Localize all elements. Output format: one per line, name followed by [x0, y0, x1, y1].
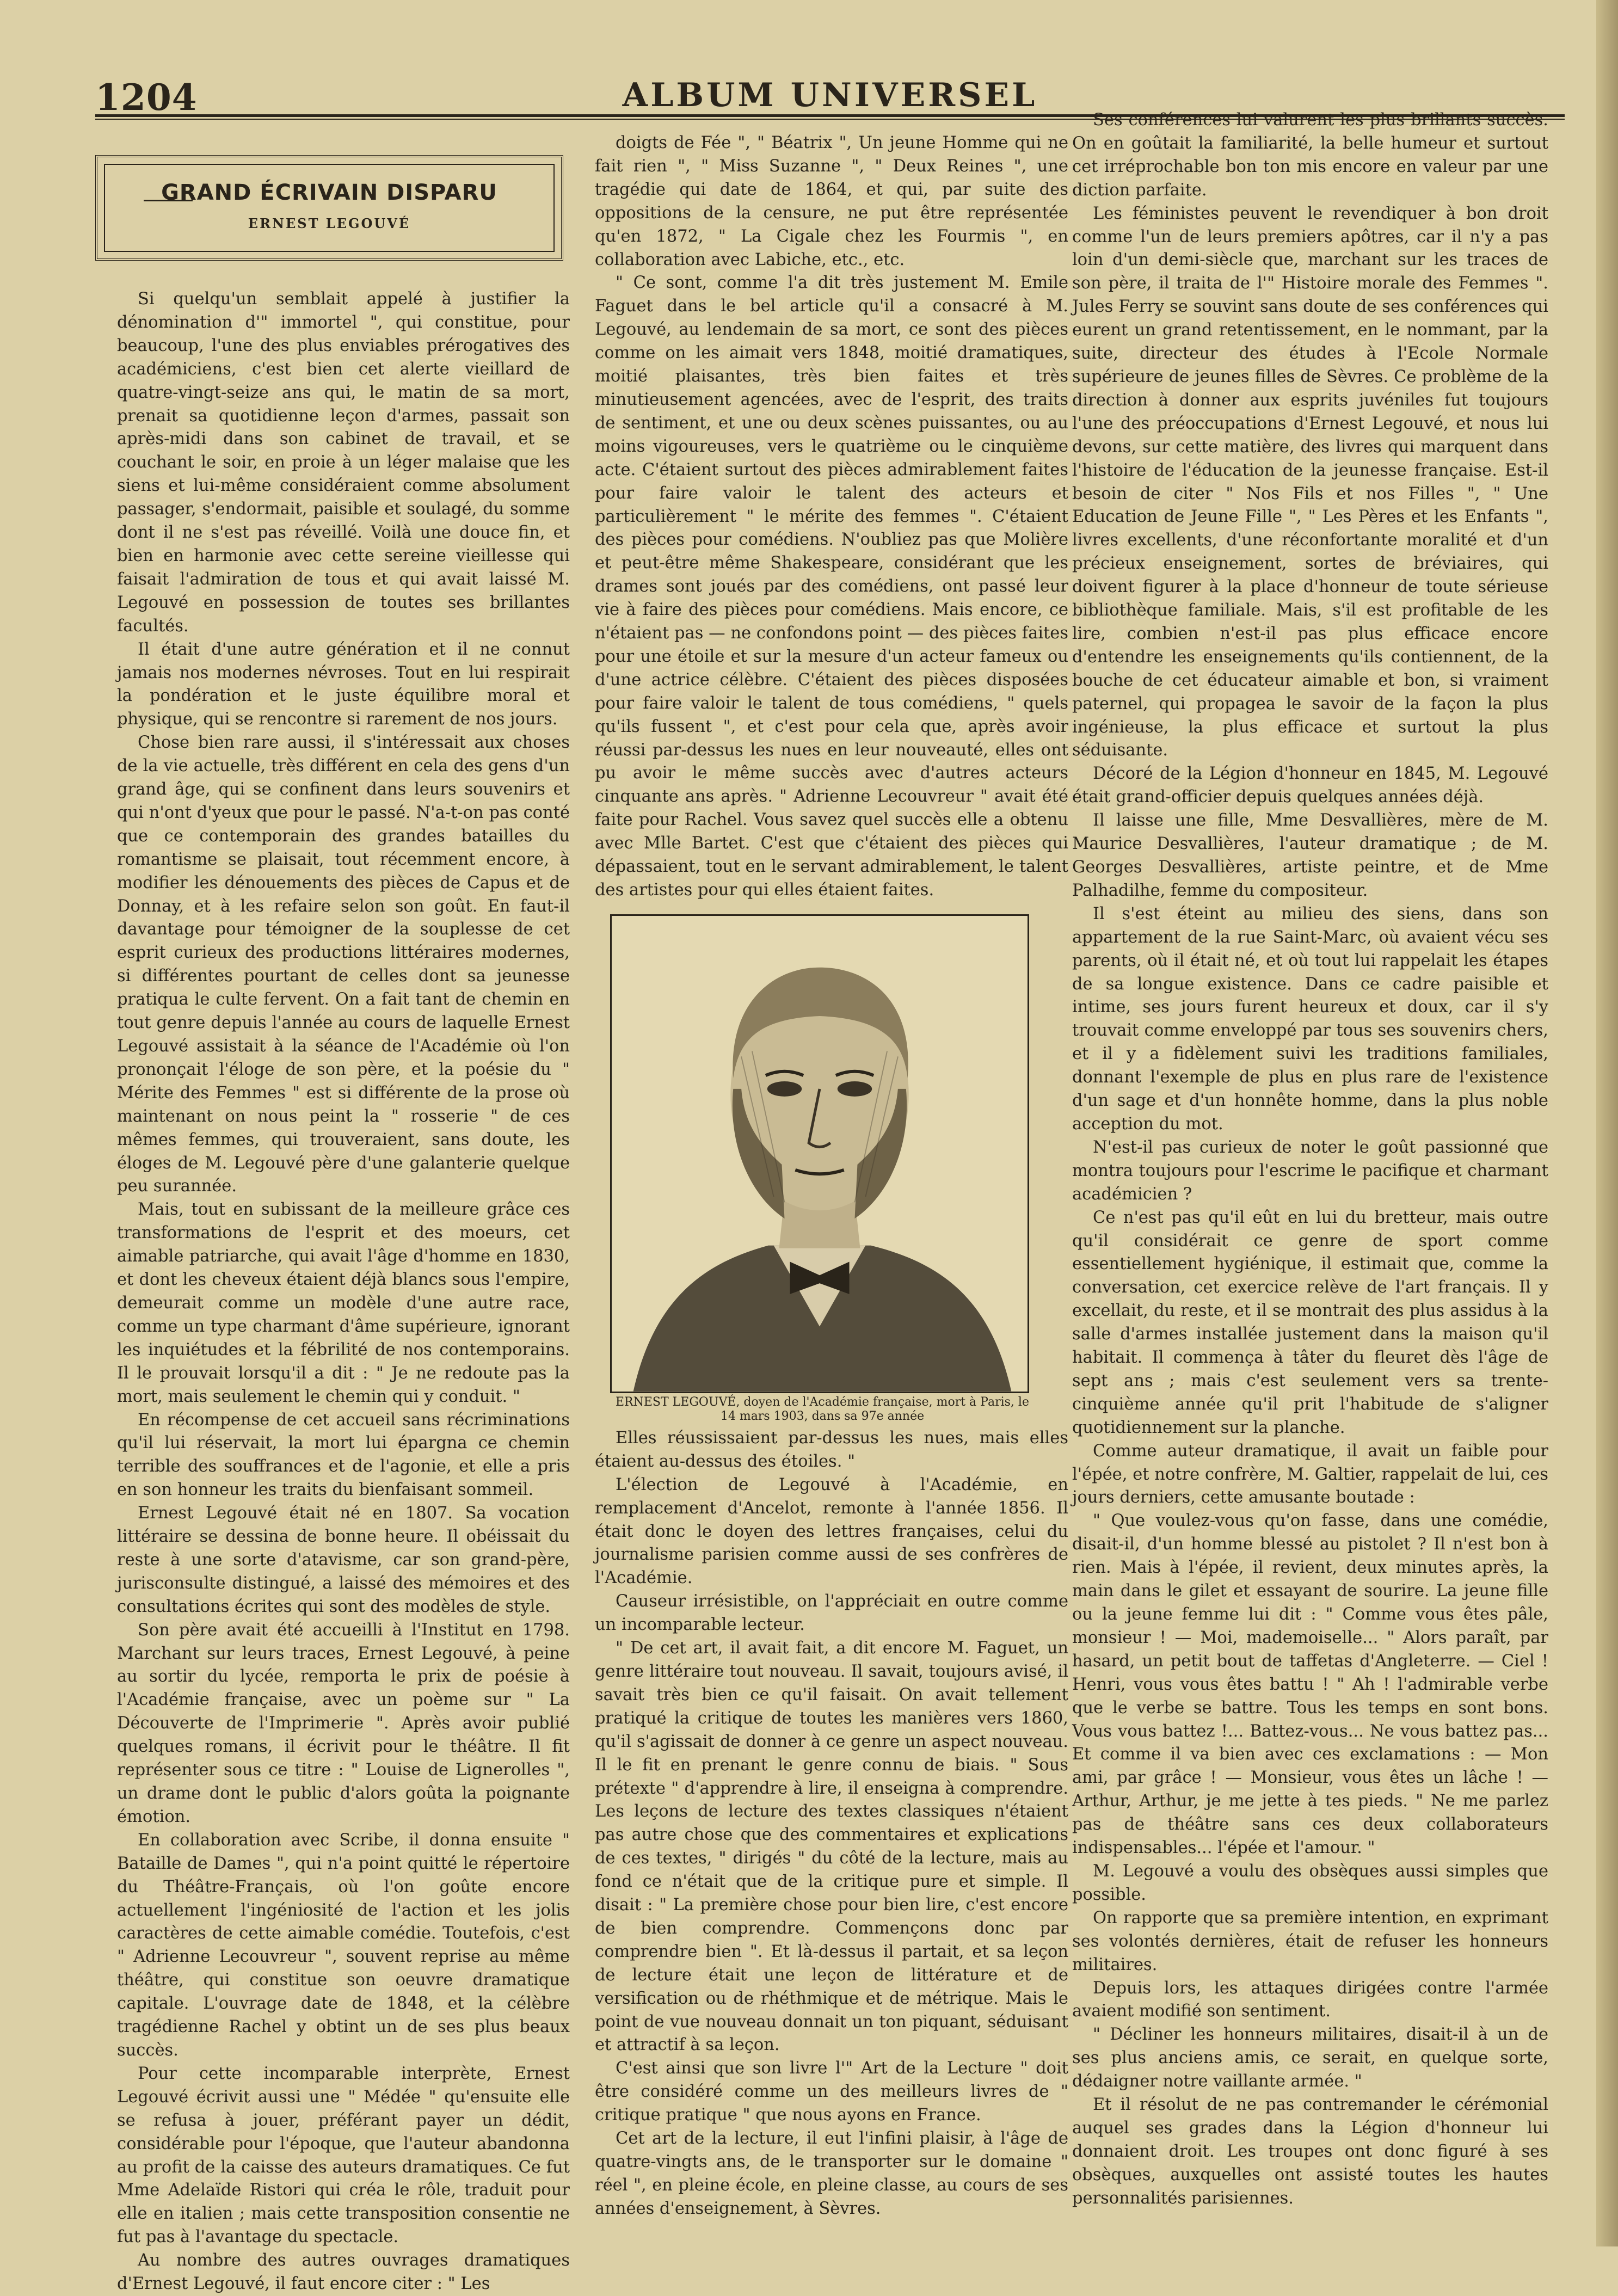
book-binding-edge: [1596, 0, 1618, 2246]
paragraph: Pour cette incomparable interprète, Ernest Legouvé écrivit aussi une " Médée " qu'ensuite elle se refusa à jouer, préférant payer un dédit, considérable pour l'époque, que l'auteur abandonna au profit de la caisse des auteurs dramatiques. Ce fut Mme Adelaïde Ristori qui créa le rôle, traduit pour elle en italien ; mais cette transposition consentie ne fut pas à l'avantage du spectacle.: [117, 2064, 570, 2247]
paragraph: " Décliner les honneurs militaires, disait-il à un de ses plus anciens amis, ce serait, en quelque sorte, dédaigner notre vaillante armée. ": [1072, 2025, 1548, 2091]
col2-text-top: [595, 132, 1068, 902]
journal-title: ALBUM UNIVERSEL: [622, 76, 1038, 114]
paragraph: Mais, tout en subissant de la meilleure grâce ces transformations de l'esprit et des moeurs, cet aimable patriarche, qui avait l'âge d'homme en 1830, et dont les cheveux étaient déjà blancs sous l'empire, demeurait comme un modèle d'une autre race, comme un type charmant d'âme supérieure, ignorant les inquiétudes et la fébrilité de nos contemporains. Il le prouvait lorsqu'il a dit : " Je ne redoute pas la mort, mais seulement le chemin qui y conduit. ": [117, 1200, 570, 1406]
page-number: 1204: [95, 76, 198, 119]
engraved-portrait-icon: [610, 914, 1029, 1393]
article-title-box: [95, 155, 563, 261]
paragraph: Décoré de la Légion d'honneur en 1845, M. Legouvé était grand-officier depuis quelques années déjà.: [1072, 764, 1548, 807]
col3-text: [1072, 109, 1548, 2211]
paragraph: Au nombre des autres ouvrages dramatiques d'Ernest Legouvé, il faut encore citer : " Les: [117, 2251, 570, 2294]
paragraph: C'est ainsi que son livre l'" Art de la Lecture " doit être considéré comme un des meilleurs livres de " critique pratique " que nous ayons en France.: [595, 2059, 1068, 2125]
article-subtitle: ERNEST LEGOUVÉ: [248, 215, 411, 231]
column-2: [595, 132, 1068, 2221]
paragraph: Chose bien rare aussi, il s'intéressait aux choses de la vie actuelle, très différent en cela des gens d'un grand âge, qui se confinent dans leurs souvenirs et qui n'ont d'yeux que pour le passé. N'a-t-on pas conté que ce contemporain des grandes batailles du romantisme se plaisait, tout récemment encore, à modifier les dénouements des pièces de Capus et de Donnay, et à les refaire selon son goût. En faut-il davantage pour témoigner de la souplesse de cet esprit curieux des productions littéraires modernes, si différentes pourtant de celles dont sa jeunesse pratiqua le culte fervent. On a fait tant de chemin en tout genre depuis l'année au cours de laquelle Ernest Legouvé assistait à la séance de l'Académie où l'on prononçait l'éloge de son père, et la poésie du " Mérite des Femmes " est si différente de la prose où maintenant on nous peint la " rosserie " de ces mêmes femmes, qui trouveraient, sans doute, les éloges de M. Legouvé père d'une galanterie quelque peu surannée.: [117, 733, 570, 1196]
paragraph: Et il résolut de ne pas contremander le cérémonial auquel ses grades dans la Légion d'honneur lui donnaient droit. Les troupes ont donc figuré à ses obsèques, auxquelles ont assisté toutes les hautes personnalités parisiennes.: [1072, 2095, 1548, 2208]
paragraph: Comme auteur dramatique, il avait un faible pour l'épée, et notre confrère, M. Galtier, rappelait de lui, ces jours derniers, cette amusante boutade :: [1072, 1441, 1548, 1507]
paragraph: N'est-il pas curieux de noter le goût passionné que montra toujours pour l'escrime le pacifique et charmant académicien ?: [1072, 1137, 1548, 1204]
paragraph: En récompense de cet accueil sans récriminations qu'il lui réservait, la mort lui épargna ce chemin terrible des souffrances et de l'agonie, et elle a pris en son honneur les traits du bienfaisant sommeil.: [117, 1410, 570, 1500]
paragraph: Les féministes peuvent le revendiquer à bon droit comme l'un de leurs premiers apôtres, car il n'y a pas loin d'un demi-siècle que, marchant sur les traces de son père, il traita de l'" Histoire morale des Femmes ". Jules Ferry se souvint sans doute de ses conférences qui eurent un grand retentissement, en le nommant, par la suite, directeur des études à l'Ecole Normale supérieure de jeunes filles de Sèvres. Ce problème de la direction à donner aux esprits juvéniles fut toujours l'une des préoccupations d'Ernest Legouvé, et nous lui devons, sur cette matière, des livres qui marquent dans l'histoire de l'éducation de la jeunesse française. Est-il besoin de citer " Nos Fils et nos Filles ", " Une Education de Jeune Fille ", " Les Pères et les Enfants ", livres excellents, d'une réconfortante moralité et d'un précieux enseignement, sortes de bréviaires, qui doivent figurer à la place d'honneur de toute sérieuse bibliothèque familiale. Mais, s'il est profitable de les lire, combien n'est-il pas plus efficace encore d'entendre les enseignements qu'ils contiennent, de la bouche de cet éducateur aimable et bon, si vraiment paternel, qui propagea le savoir de la façon la plus ingénieuse, la plus efficace et surtout la plus séduisante.: [1072, 204, 1548, 760]
paragraph: Ernest Legouvé était né en 1807. Sa vocation littéraire se dessina de bonne heure. Il obéissait du reste à une sorte d'atavisme, car son grand-père, jurisconsulte distingué, a laissé des mémoires et des consultations écrites qui sont des modèles de style.: [117, 1504, 570, 1616]
paragraph: Ce n'est pas qu'il eût en lui du bretteur, mais outre qu'il considérait ce genre de sport comme essentiellement hygiénique, il estimait que, comme la conversation, cet exercice relève de l'art français. Il y excellait, du reste, et il se montrait des plus assidus à la salle d'armes installée justement dans la maison qu'il habitait. Il commença à tâter du fleuret dès l'âge de sept ans ; mais c'est seulement vers sa trente-cinquième année qu'il prit l'habitude de s'aligner quotidiennement sur la planche.: [1072, 1208, 1548, 1437]
paragraph: Ses conférences lui valurent les plus brillants succès. On en goûtait la familiarité, la belle humeur et surtout cet irréprochable bon ton mis encore en valeur par une diction parfaite.: [1072, 110, 1548, 200]
paragraph: " Que voulez-vous qu'on fasse, dans une comédie, disait-il, d'un homme blessé au pistolet ? Il n'est bon à rien. Mais à l'épée, il revient, deux minutes après, la main dans le gilet et essayant de sourire. La jeune fille ou la jeune femme lui dit : " Comme vous êtes pâle, monsieur ! — Moi, mademoiselle... " Alors paraît, par hasard, un petit bout de taffetas d'Angleterre. — Ciel ! Henri, vous vous êtes battu ! " Ah ! l'admirable verbe que le verbe se battre. Tous les temps en sont bons. Vous vous battez !... Battez-vous... Ne vous battez pas... Et comme il va bien avec ces exclamations : — Mon ami, par grâce ! — Monsieur, vous êtes un lâche ! — Arthur, Arthur, je me jette à tes pieds. " Ne me parlez pas de théâtre sans ces deux collaborateurs indispensables... l'épée et l'amour. ": [1072, 1511, 1548, 1858]
portrait-figure: [610, 914, 1035, 1424]
paragraph: M. Legouvé a voulu des obsèques aussi simples que possible.: [1072, 1861, 1548, 1904]
paragraph: Elles réussissaient par-dessus les nues, mais elles étaient au-dessus des étoiles. ": [595, 1428, 1068, 1471]
paragraph: L'élection de Legouvé à l'Académie, en remplacement d'Ancelot, remonte à l'année 1856. Il était donc le doyen des lettres françaises, celui du journalisme parisien comme aussi de ses confrères de l'Académie.: [595, 1475, 1068, 1588]
article-title: GRAND ÉCRIVAIN DISPARU: [161, 180, 497, 205]
paragraph: Cet art de la lecture, il eut l'infini plaisir, à l'âge de quatre-vingts ans, de le transporter sur le domaine " réel ", en pleine école, en pleine classe, au cours de ses années d'enseignement, à Sèvres.: [595, 2129, 1068, 2218]
paragraph: Causeur irrésistible, on l'appréciait en outre comme un incomparable lecteur.: [595, 1592, 1068, 1635]
paragraph: En collaboration avec Scribe, il donna ensuite " Bataille de Dames ", qui n'a point quitté le répertoire du Théâtre-Français, où l'on goûte encore actuellement l'ingéniosité de l'action et les jolis caractères de cette aimable comédie. Toutefois, c'est " Adrienne Lecouvreur ", souvent reprise au même théâtre, qui constitue son oeuvre dramatique capitale. L'ouvrage date de 1848, et la célèbre tragédienne Rachel y obtint un de ses plus beaux succès.: [117, 1830, 570, 2060]
portrait-caption: ERNEST LEGOUVÉ, doyen de l'Académie française, mort à Paris, le 14 mars 1903, dans sa 97e année: [616, 1395, 1029, 1423]
title-dash: [144, 200, 193, 201]
paragraph: Il laisse une fille, Mme Desvallières, mère de M. Maurice Desvallières, l'auteur dramatique ; de M. Georges Desvallières, artiste peintre, et de Mme Palhadilhe, femme du compositeur.: [1072, 811, 1548, 900]
col1-text: [117, 288, 570, 2296]
portrait-drawing: [612, 916, 1028, 1392]
paragraph: On rapporte que sa première intention, en exprimant ses volontés dernières, était de refuser les honneurs militaires.: [1072, 1908, 1548, 1974]
paragraph: Si quelqu'un semblait appelé à justifier la dénomination d'" immortel ", qui constitue, pour beaucoup, l'une des plus enviables prérogatives des académiciens, c'est bien cet alerte vieillard de quatre-vingt-seize ans qui, le matin de sa mort, prenait sa quotidienne leçon d'armes, passait son après-midi dans son cabinet de travail, et se couchant le soir, en proie à un léger malaise que les siens et lui-même considéraient comme absolument passager, s'endormait, paisible et soulagé, du somme dont il ne s'est pas réveillé. Voilà une douce fin, et bien en harmonie avec cette sereine vieillesse qui faisait l'admiration de tous et qui avait laissé M. Legouvé en possession de toutes ses brillantes facultés.: [117, 290, 570, 636]
paragraph: " Ce sont, comme l'a dit très justement M. Emile Faguet dans le bel article qu'il a consacré à M. Legouvé, au lendemain de sa mort, ce sont des pièces comme on les aimait vers 1848, moitié dramatiques, moitié plaisantes, très bien faites et très minutieusement agencées, avec de l'esprit, des traits de sentiment, et une ou deux scènes puissantes, ou au moins vigoureuses, vers le quatrième ou le cinquième acte. C'étaient surtout des pièces admirablement faites pour faire valoir le talent des acteurs et particulièrement " le mérite des femmes ". C'étaient des pièces pour comédiens. N'oubliez pas que Molière et peut-être même Shakespeare, considérant que les drames sont joués par des comédiens, ont passé leur vie à faire des pièces pour comédiens. Mais encore, ce n'étaient pas — ne confondons point — des pièces faites pour une étoile et sur la mesure d'un acteur fameux ou d'une actrice célèbre. C'étaient des pièces disposées pour faire valoir le talent de tous comédiens, " quels qu'ils fussent ", et c'est pour cela que, après avoir réussi par-dessus les nues en leur nouveauté, elles ont pu avoir le même succès avec d'autres acteurs cinquante ans après. " Adrienne Lecouvreur " avait été faite pour Rachel. Vous savez quel succès elle a obtenu avec Mlle Bartet. C'est que c'étaient des pièces qui dépassaient, tout en le servant admirablement, le talent des artistes pour qui elles étaient faites.: [595, 273, 1068, 900]
paragraph: doigts de Fée ", " Béatrix ", Un jeune Homme qui ne fait rien ", " Miss Suzanne ", " Deux Reines ", une tragédie qui date de 1864, et qui, par suite des oppositions de la censure, ne put être représentée qu'en 1872, " La Cigale chez les Fourmis ", en collaboration avec Labiche, etc., etc.: [595, 133, 1068, 269]
paragraph: Il s'est éteint au milieu des siens, dans son appartement de la rue Saint-Marc, où avaient vécu ses parents, où il était né, et où tout lui rappelait les étapes de sa longue existence. Dans ce cadre paisible et intime, ses jours furent heureux et doux, car il s'y trouvait comme enveloppé par tous ses souvenirs chers, et il y a fidèlement suivi les traditions familiales, donnant l'exemple de plus en plus rare de l'existence d'un sage et d'un honnête homme, dans la plus noble acception du mot.: [1072, 904, 1548, 1134]
column-3: [1072, 109, 1548, 2211]
paragraph: Son père avait été accueilli à l'Institut en 1798. Marchant sur leurs traces, Ernest Legouvé, à peine au sortir du lycée, remporta le prix de poésie à l'Académie française, avec un poème sur " La Découverte de l'Imprimerie ". Après avoir publié quelques romans, il écrivit pour le théâtre. Il fit représenter sous ce titre : " Louise de Lignerolles ", un drame dont le public d'alors goûta la poignante émotion.: [117, 1620, 570, 1826]
paragraph: " De cet art, il avait fait, a dit encore M. Faguet, un genre littéraire tout nouveau. Il savait, toujours avisé, il savait très bien ce qu'il faisait. On avait tellement pratiqué la critique de toutes les manières vers 1860, qu'il s'agissait de donner à ce genre un aspect nouveau. Il le fit en prenant le genre connu de biais. " Sous prétexte " d'apprendre à lire, il enseigna à comprendre. Les leçons de lecture des textes classiques n'étaient pas autre chose que des commentaires et explications de ces textes, " dirigés " du côté de la lecture, mais au fond ce n'était que de la critique pure et simple. Il disait : " La première chose pour bien lire, c'est encore de bien comprendre. Commençons donc par comprendre bien ". Et là-dessus il partait, et sa leçon de lecture était une leçon de littérature et de versification ou de rhéthmique et de métrique. Mais le point de vue nouveau donnait un ton piquant, séduisant et attractif à sa leçon.: [595, 1639, 1068, 2055]
column-1: [117, 133, 570, 2296]
col2-text-bottom: [595, 1427, 1068, 2221]
paragraph: Il était d'une autre génération et il ne connut jamais nos modernes névroses. Tout en lui respirait la pondération et le juste équilibre moral et physique, qui se rencontre si rarement de nos jours.: [117, 639, 570, 729]
paragraph: Depuis lors, les attaques dirigées contre l'armée avaient modifié son sentiment.: [1072, 1978, 1548, 2021]
